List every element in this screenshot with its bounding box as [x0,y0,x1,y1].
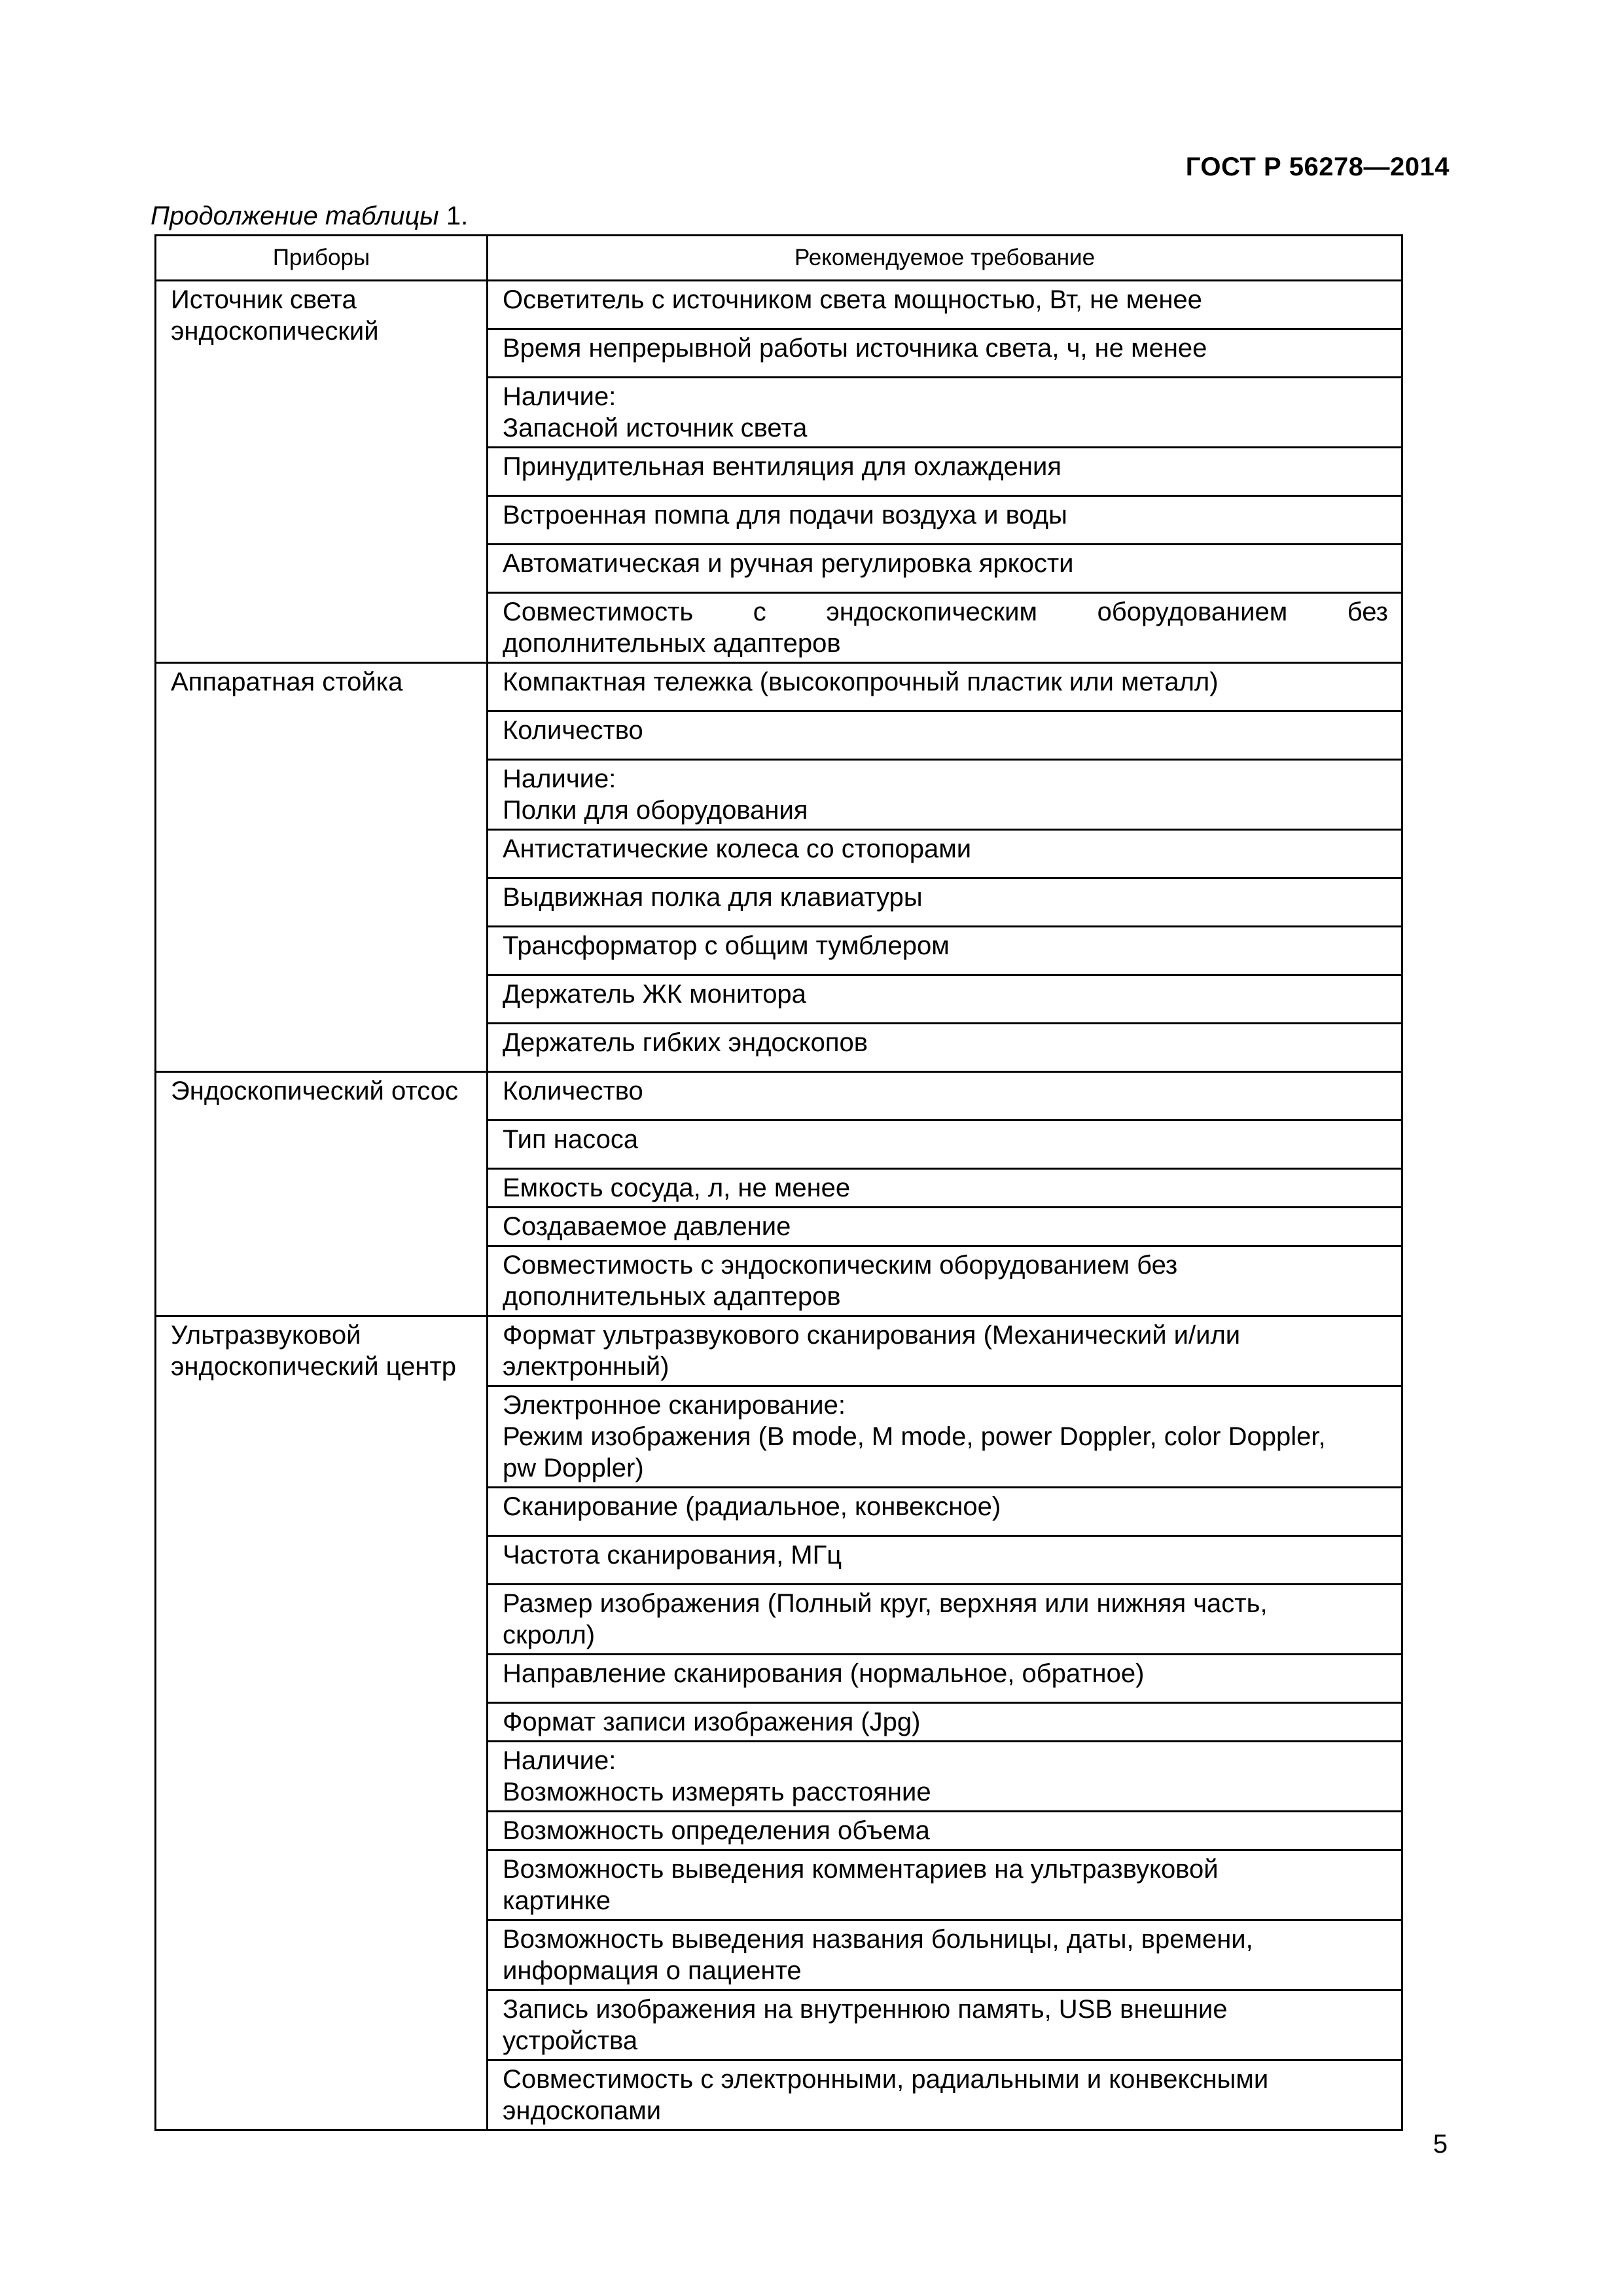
requirement-line: Формат записи изображения (Jpg) [503,1708,921,1736]
requirement-line: Время непрерывной работы источника света, ч, не менее [503,334,1207,363]
requirement-line: Встроенная помпа для подачи воздуха и воды [503,501,1067,529]
requirement-cell [488,760,1402,830]
requirement-line: Количество [503,1077,643,1105]
requirement-line: Наличие: [503,1746,616,1775]
caption-italic: Продолжение таблицы [151,202,439,230]
requirement-line: Выдвижная полка для клавиатуры [503,883,923,912]
requirement-cell [488,329,1402,378]
requirement-cell [488,1812,1402,1850]
requirement-line: электронный) [503,1352,669,1381]
word: Совместимость [503,598,694,626]
requirement-line: устройства [503,2026,638,2055]
requirement-cell [488,1850,1402,1920]
requirement-line: картинке [503,1886,611,1915]
requirement-line: Держатель ЖК монитора [503,980,806,1009]
requirement-cell [488,830,1402,878]
requirement-line: Размер изображения (Полный круг, верхняя или нижняя часть, [503,1589,1268,1618]
table-body [156,281,1402,2130]
requirement-cell [488,663,1402,711]
requirement-line: Автоматическая и ручная регулировка яркости [503,549,1074,578]
requirement-line: Наличие: [503,764,616,793]
requirement-line: pw Doppler) [503,1454,644,1482]
requirement-line: Держатель гибких эндоскопов [503,1028,868,1057]
requirement-cell [488,1121,1402,1169]
requirement-cell [488,593,1402,663]
requirement-line: эндоскопами [503,2096,662,2125]
column-header-devices: Приборы [156,236,488,281]
requirement-line: Создаваемое давление [503,1212,791,1241]
device-name: Ультразвуковой эндоскопический центр [156,1316,488,2130]
requirement-line: Формат ультразвукового сканирования (Механический и/или [503,1321,1241,1350]
word: оборудованием [1097,598,1288,626]
device-name: Эндоскопический отсос [156,1072,488,1316]
requirement-cell [488,1655,1402,1703]
requirement-line: Антистатические колеса со стопорами [503,834,972,863]
requirement-cell [488,1316,1402,1386]
requirement-cell [488,1703,1402,1742]
requirement-line: Режим изображения (B mode, M mode, power Doppler, color Doppler, [503,1422,1326,1451]
requirement-line: Совместимость с электронными, радиальными и конвексными [503,2065,1269,2094]
requirement-line: Запасной источник света [503,414,808,442]
requirement-line: Совместимость с эндоскопическим оборудованием без [503,1251,1178,1280]
table-row [156,281,1402,329]
requirement-line: скролл) [503,1621,596,1649]
requirement-cell [488,1488,1402,1536]
requirement-line: Компактная тележка (высокопрочный пластик или металл) [503,668,1219,696]
requirements-table [154,234,1403,2131]
requirement-cell [488,975,1402,1024]
requirement-cell [488,711,1402,760]
requirement-cell [488,378,1402,448]
requirement-cell [488,1246,1402,1316]
requirement-cell [488,878,1402,927]
word: с [753,598,766,626]
table-row [156,663,1402,711]
requirement-line: дополнительных адаптеров [503,629,841,658]
requirement-cell [488,1024,1402,1072]
caption-rest: 1. [438,202,469,230]
requirement-line: Принудительная вентиляция для охлаждения [503,452,1061,481]
requirement-cell [488,1742,1402,1812]
requirement-line: дополнительных адаптеров [503,1282,841,1311]
table-caption [151,202,468,231]
table-header-row [156,236,1402,281]
requirement-cell [488,448,1402,496]
requirement-cell [488,1386,1402,1488]
requirement-line: Частота сканирования, МГц [503,1541,842,1570]
requirement-line: Наличие: [503,382,616,411]
requirement-line [503,596,1388,628]
requirement-cell [488,2060,1402,2130]
page-number: 5 [1433,2130,1448,2159]
requirement-cell [488,927,1402,975]
requirement-line: Полки для оборудования [503,796,808,825]
requirement-cell [488,1990,1402,2060]
word: эндоскопическим [826,598,1038,626]
requirement-cell [488,496,1402,545]
requirement-line: Запись изображения на внутреннюю память, USB внешние [503,1995,1228,2024]
requirement-line: Трансформатор с общим тумблером [503,931,950,960]
requirement-cell [488,1072,1402,1121]
requirement-cell [488,1536,1402,1585]
requirement-cell [488,1585,1402,1655]
requirement-line: Тип насоса [503,1125,639,1154]
word: без [1347,598,1388,626]
requirement-line: Направление сканирования (нормальное, обратное) [503,1659,1145,1688]
requirement-cell [488,1920,1402,1990]
requirement-line: Возможность выведения комментариев на ультразвуковой [503,1855,1219,1884]
requirement-line: Сканирование (радиальное, конвексное) [503,1492,1001,1521]
column-header-requirement: Рекомендуемое требование [488,236,1402,281]
requirement-line: Возможность определения объема [503,1816,930,1845]
requirement-line: Возможность измерять расстояние [503,1778,931,1806]
requirement-cell [488,1169,1402,1208]
device-name: Источник света эндоскопический [156,281,488,663]
requirement-line: Емкость сосуда, л, не менее [503,1174,851,1202]
requirement-line: информация о пациенте [503,1956,802,1985]
device-name: Аппаратная стойка [156,663,488,1072]
requirement-line: Возможность выведения названия больницы, даты, времени, [503,1925,1253,1954]
requirement-line: Осветитель с источником света мощностью, Вт, не менее [503,285,1202,314]
requirement-cell [488,281,1402,329]
table-row [156,1316,1402,1386]
requirement-line: Электронное сканирование: [503,1391,846,1420]
requirement-cell [488,1208,1402,1246]
requirement-line: Количество [503,716,643,745]
standard-id: ГОСТ Р 56278—2014 [1185,152,1450,181]
table-row [156,1072,1402,1121]
requirement-cell [488,545,1402,593]
